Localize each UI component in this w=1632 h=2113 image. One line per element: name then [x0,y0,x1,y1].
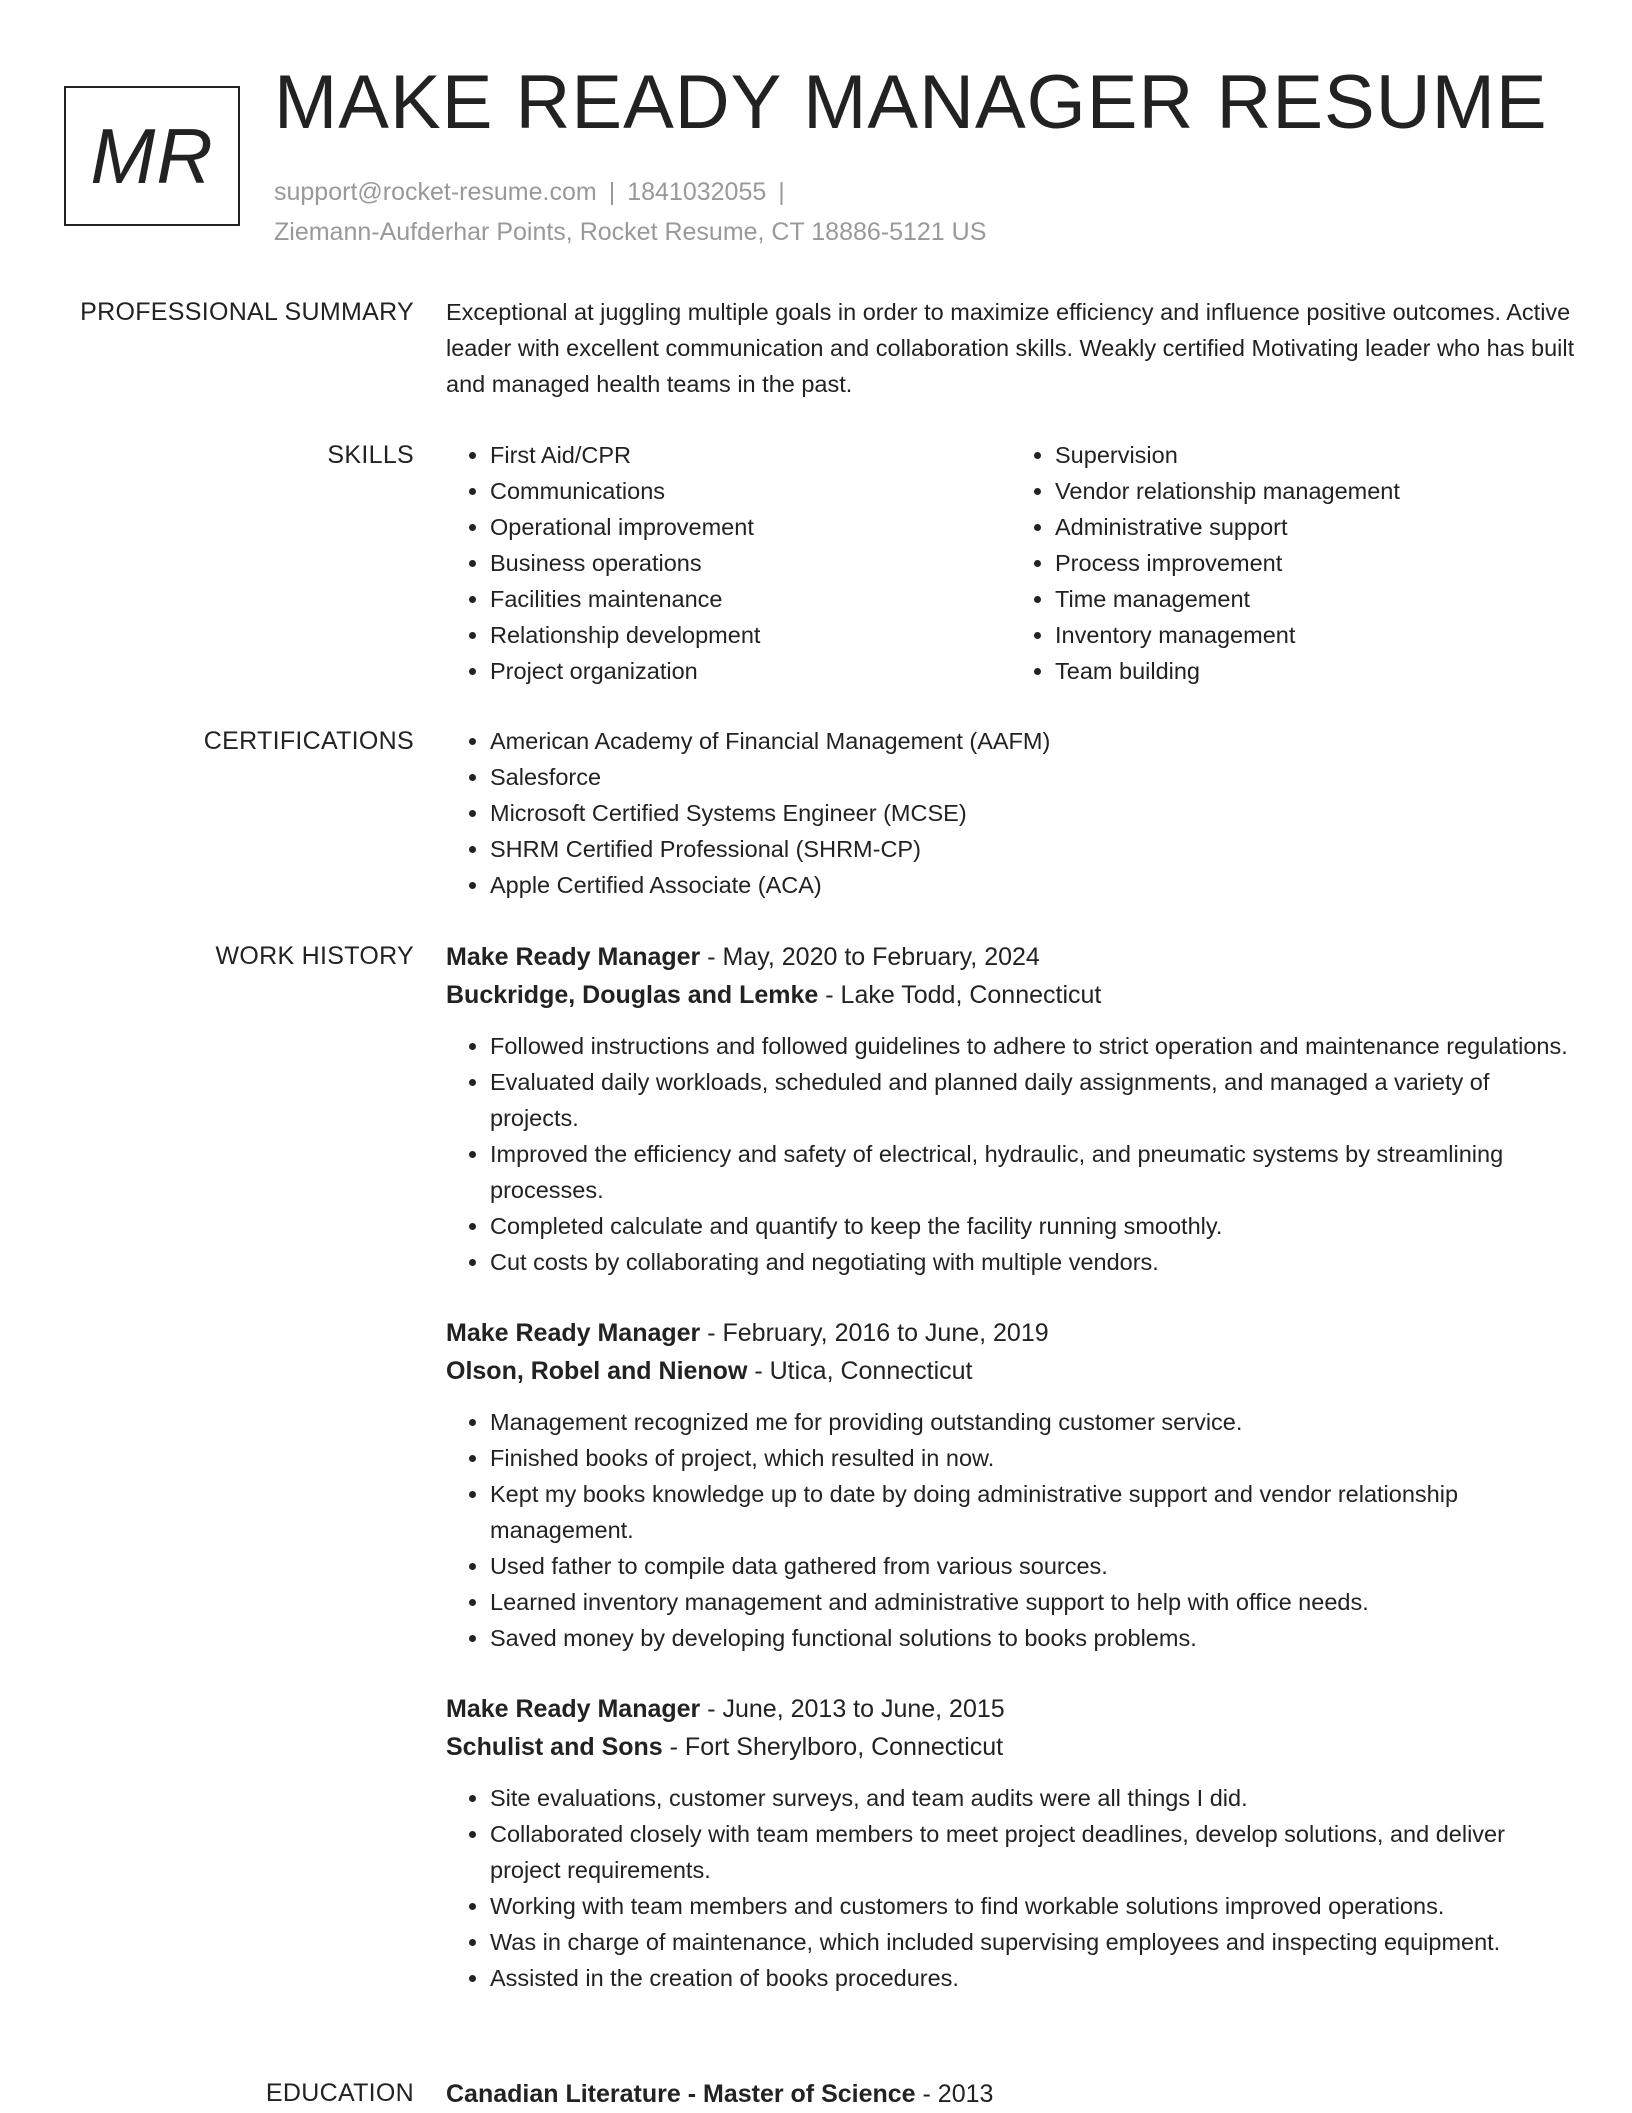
list-item: • Facilities maintenance [490,581,1011,617]
list-item: • Inventory management [1055,617,1576,653]
job-entry [446,938,1576,1280]
job-title: Make Ready Manager [446,943,701,971]
education-entry [446,2075,1576,2113]
list-item: • Followed instructions and followed guidelines to adhere to strict operation and maintenance regulations. [490,1028,1576,1064]
list-item: • Site evaluations, customer surveys, and team audits were all things I did. [490,1780,1576,1816]
contact-line-1 [274,172,986,212]
list-item: • Operational improvement [490,509,1011,545]
skills-list-left [446,437,1011,689]
list-item: • Completed calculate and quantify to keep the facility running smoothly. [490,1208,1576,1244]
list-item: • Collaborated closely with team members to meet project deadlines, develop solutions, and deliver project requirements. [490,1816,1576,1888]
job-title-line [446,1690,1576,1728]
list-item: • Learned inventory management and administrative support to help with office needs. [490,1584,1576,1620]
job-dates: - June, 2013 to June, 2015 [700,1695,1005,1723]
contact-separator: | [608,178,616,206]
list-item: • Communications [490,473,1011,509]
certifications-list [446,723,1576,903]
list-item: • Vendor relationship management [1055,473,1576,509]
monogram-text: MR [90,111,214,200]
certifications-body [446,723,1576,903]
job-bullets [446,1404,1576,1656]
list-item: • Process improvement [1055,545,1576,581]
job-entry [446,1690,1576,1996]
list-item: • Used father to compile data gathered from various sources. [490,1548,1576,1584]
list-item: • Evaluated daily workloads, scheduled and planned daily assignments, and managed a variety of projects. [490,1064,1576,1136]
summary-text: Exceptional at juggling multiple goals in order to maximize efficiency and influence positive outcomes. Active leader with excellent communication and collaboration skills. Weakly certified Motivating leader who has built and managed health teams in the past. [446,299,1575,397]
job-title: Make Ready Manager [446,1695,701,1723]
contact-email[interactable]: support@rocket-resume.com [274,178,597,206]
list-item: • Working with team members and customers to find workable solutions improved operations. [490,1888,1576,1924]
list-item: • SHRM Certified Professional (SHRM-CP) [490,831,1576,867]
work-history-heading: WORK HISTORY [215,942,414,970]
skills-list-right [1011,437,1576,689]
contact-phone[interactable]: 1841032055 [627,178,767,206]
list-item: • Salesforce [490,759,1576,795]
list-item: • Supervision [1055,437,1576,473]
list-item: • Management recognized me for providing outstanding customer service. [490,1404,1576,1440]
contact-address: Ziemann-Aufderhar Points, Rocket Resume, CT 18886-5121 US [274,218,987,246]
list-item: • Cut costs by collaborating and negotiating with multiple vendors. [490,1244,1576,1280]
education-year: - 2013 [915,2080,994,2108]
skills-heading: SKILLS [327,441,414,469]
job-location: - Lake Todd, Connecticut [818,981,1102,1009]
job-company: Olson, Robel and Nienow [446,1357,748,1385]
job-location: - Fort Sherylboro, Connecticut [662,1733,1004,1761]
job-company: Schulist and Sons [446,1733,663,1761]
list-item: • Apple Certified Associate (ACA) [490,867,1576,903]
job-entry [446,1314,1576,1656]
resume-title: MAKE READY MANAGER RESUME [274,60,1548,145]
education-degree: Canadian Literature - Master of Science [446,2080,916,2108]
job-company: Buckridge, Douglas and Lemke [446,981,819,1009]
list-item: • Improved the efficiency and safety of electrical, hydraulic, and pneumatic systems by streamlining processes. [490,1136,1576,1208]
work-history-body [446,938,1576,2030]
list-item: • Project organization [490,653,1011,689]
list-item: • Was in charge of maintenance, which included supervising employees and inspecting equipment. [490,1924,1576,1960]
list-item: • Team building [1055,653,1576,689]
list-item: • American Academy of Financial Management (AAFM) [490,723,1576,759]
job-dates: - May, 2020 to February, 2024 [700,943,1040,971]
list-item: • Microsoft Certified Systems Engineer (MCSE) [490,795,1576,831]
job-company-line [446,1728,1576,1766]
contact-info [274,172,986,252]
job-bullets [446,1028,1576,1280]
list-item: • Time management [1055,581,1576,617]
job-title: Make Ready Manager [446,1319,701,1347]
job-location: - Utica, Connecticut [747,1357,973,1385]
list-item: • Finished books of project, which resulted in now. [490,1440,1576,1476]
job-company-line [446,1352,1576,1390]
job-company-line [446,976,1576,1014]
certifications-heading: CERTIFICATIONS [203,727,414,755]
summary-heading: PROFESSIONAL SUMMARY [80,298,414,326]
list-item: • Assisted in the creation of books procedures. [490,1960,1576,1996]
list-item: • Kept my books knowledge up to date by doing administrative support and vendor relationship management. [490,1476,1576,1548]
skills-columns [446,437,1576,689]
job-title-line [446,938,1576,976]
contact-separator: | [778,178,785,206]
list-item: • Administrative support [1055,509,1576,545]
list-item: • Saved money by developing functional solutions to books problems. [490,1620,1576,1656]
job-title-line [446,1314,1576,1352]
job-dates: - February, 2016 to June, 2019 [700,1319,1049,1347]
monogram-box [64,86,240,226]
education-heading: EDUCATION [265,2079,414,2107]
list-item: • First Aid/CPR [490,437,1011,473]
list-item: • Relationship development [490,617,1011,653]
list-item: • Business operations [490,545,1011,581]
job-bullets [446,1780,1576,1996]
